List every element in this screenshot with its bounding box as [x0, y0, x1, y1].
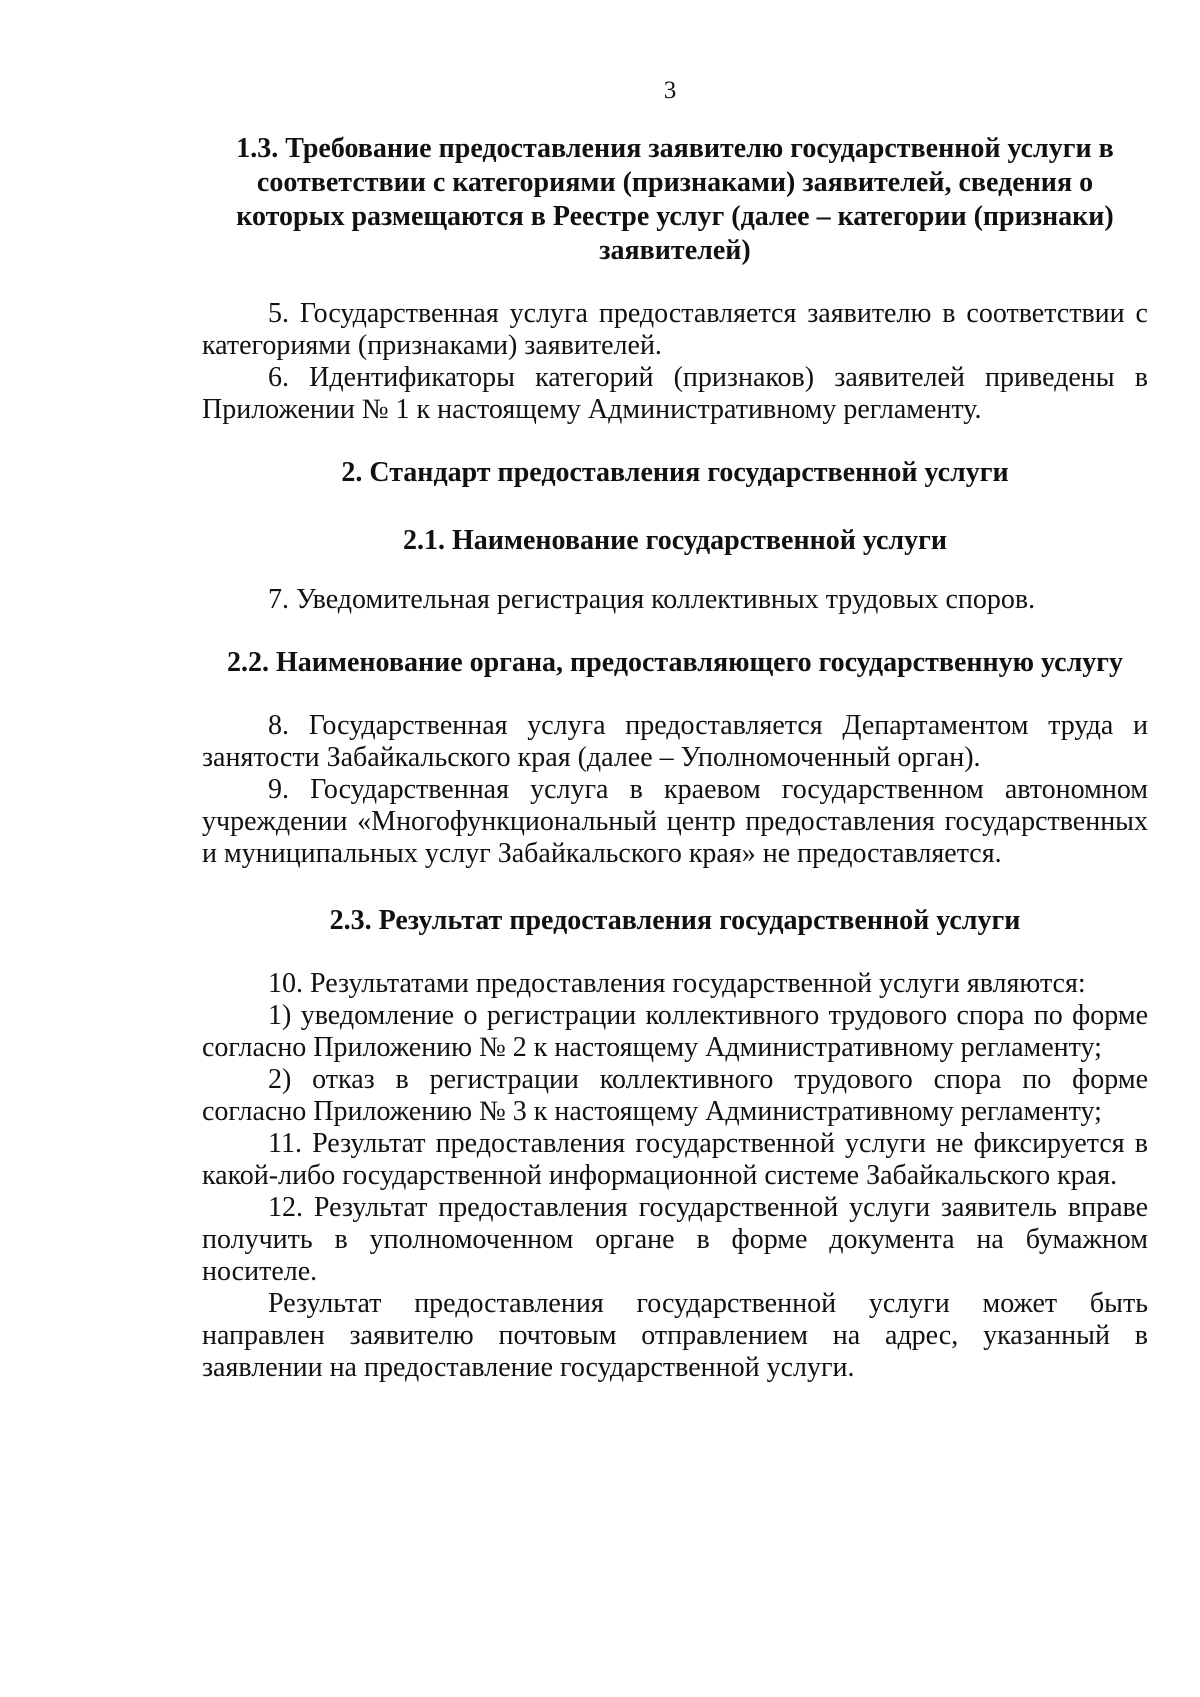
paragraph-10-item-1: 1) уведомление о регистрации коллективного трудового спора по форме согласно Приложению № 2 к настоящему Административному регламенту; [202, 1000, 1148, 1063]
paragraph-11: 11. Результат предоставления государственной услуги не фиксируется в какой-либо государственной информационной системе Забайкальского края. [202, 1128, 1148, 1191]
paragraph-10-item-2: 2) отказ в регистрации коллективного трудового спора по форме согласно Приложению № 3 к настоящему Административному регламенту; [202, 1064, 1148, 1127]
section-heading-2-2: 2.2. Наименование органа, предоставляющего государственную услугу [226, 647, 1124, 678]
paragraph-12: 12. Результат предоставления государственной услуги заявитель вправе получить в уполномоченном органе в форме документа на бумажном носителе. [202, 1192, 1148, 1287]
paragraph-5: 5. Государственная услуга предоставляется заявителю в соответствии с категориями (признаками) заявителей. [202, 298, 1148, 361]
paragraph-9: 9. Государственная услуга в краевом государственном автономном учреждении «Многофункциональный центр предоставления государственных и муниципальных услуг Забайкальского края» не предоставляется. [202, 774, 1148, 869]
paragraph-8: 8. Государственная услуга предоставляется Департаментом труда и занятости Забайкальского края (далее – Уполномоченный орган). [202, 710, 1148, 773]
paragraph-7: 7. Уведомительная регистрация коллективных трудовых споров. [268, 584, 1036, 615]
section-heading-2: 2. Стандарт предоставления государственной услуги [341, 457, 1009, 488]
document-body [202, 132, 1148, 1384]
page-number: 3 [663, 77, 677, 104]
section-heading-1-3: 1.3. Требование предоставления заявителю государственной услуги в соответствии с категориями (признаками) заявителей, сведения о которых размещаются в Реестре услуг (далее – категории (признаки) заявителей) [236, 133, 1114, 266]
paragraph-6: 6. Идентификаторы категорий (признаков) заявителей приведены в Приложении № 1 к настоящему Административному регламенту. [202, 362, 1148, 425]
section-heading-2-3: 2.3. Результат предоставления государственной услуги [329, 905, 1021, 936]
section-heading-2-1: 2.1. Наименование государственной услуги [403, 525, 947, 556]
paragraph-12-continued: Результат предоставления государственной услуги может быть направлен заявителю почтовым отправлением на адрес, указанный в заявлении на предоставление государственной услуги. [202, 1288, 1148, 1383]
paragraph-10: 10. Результатами предоставления государственной услуги являются: [268, 968, 1086, 999]
